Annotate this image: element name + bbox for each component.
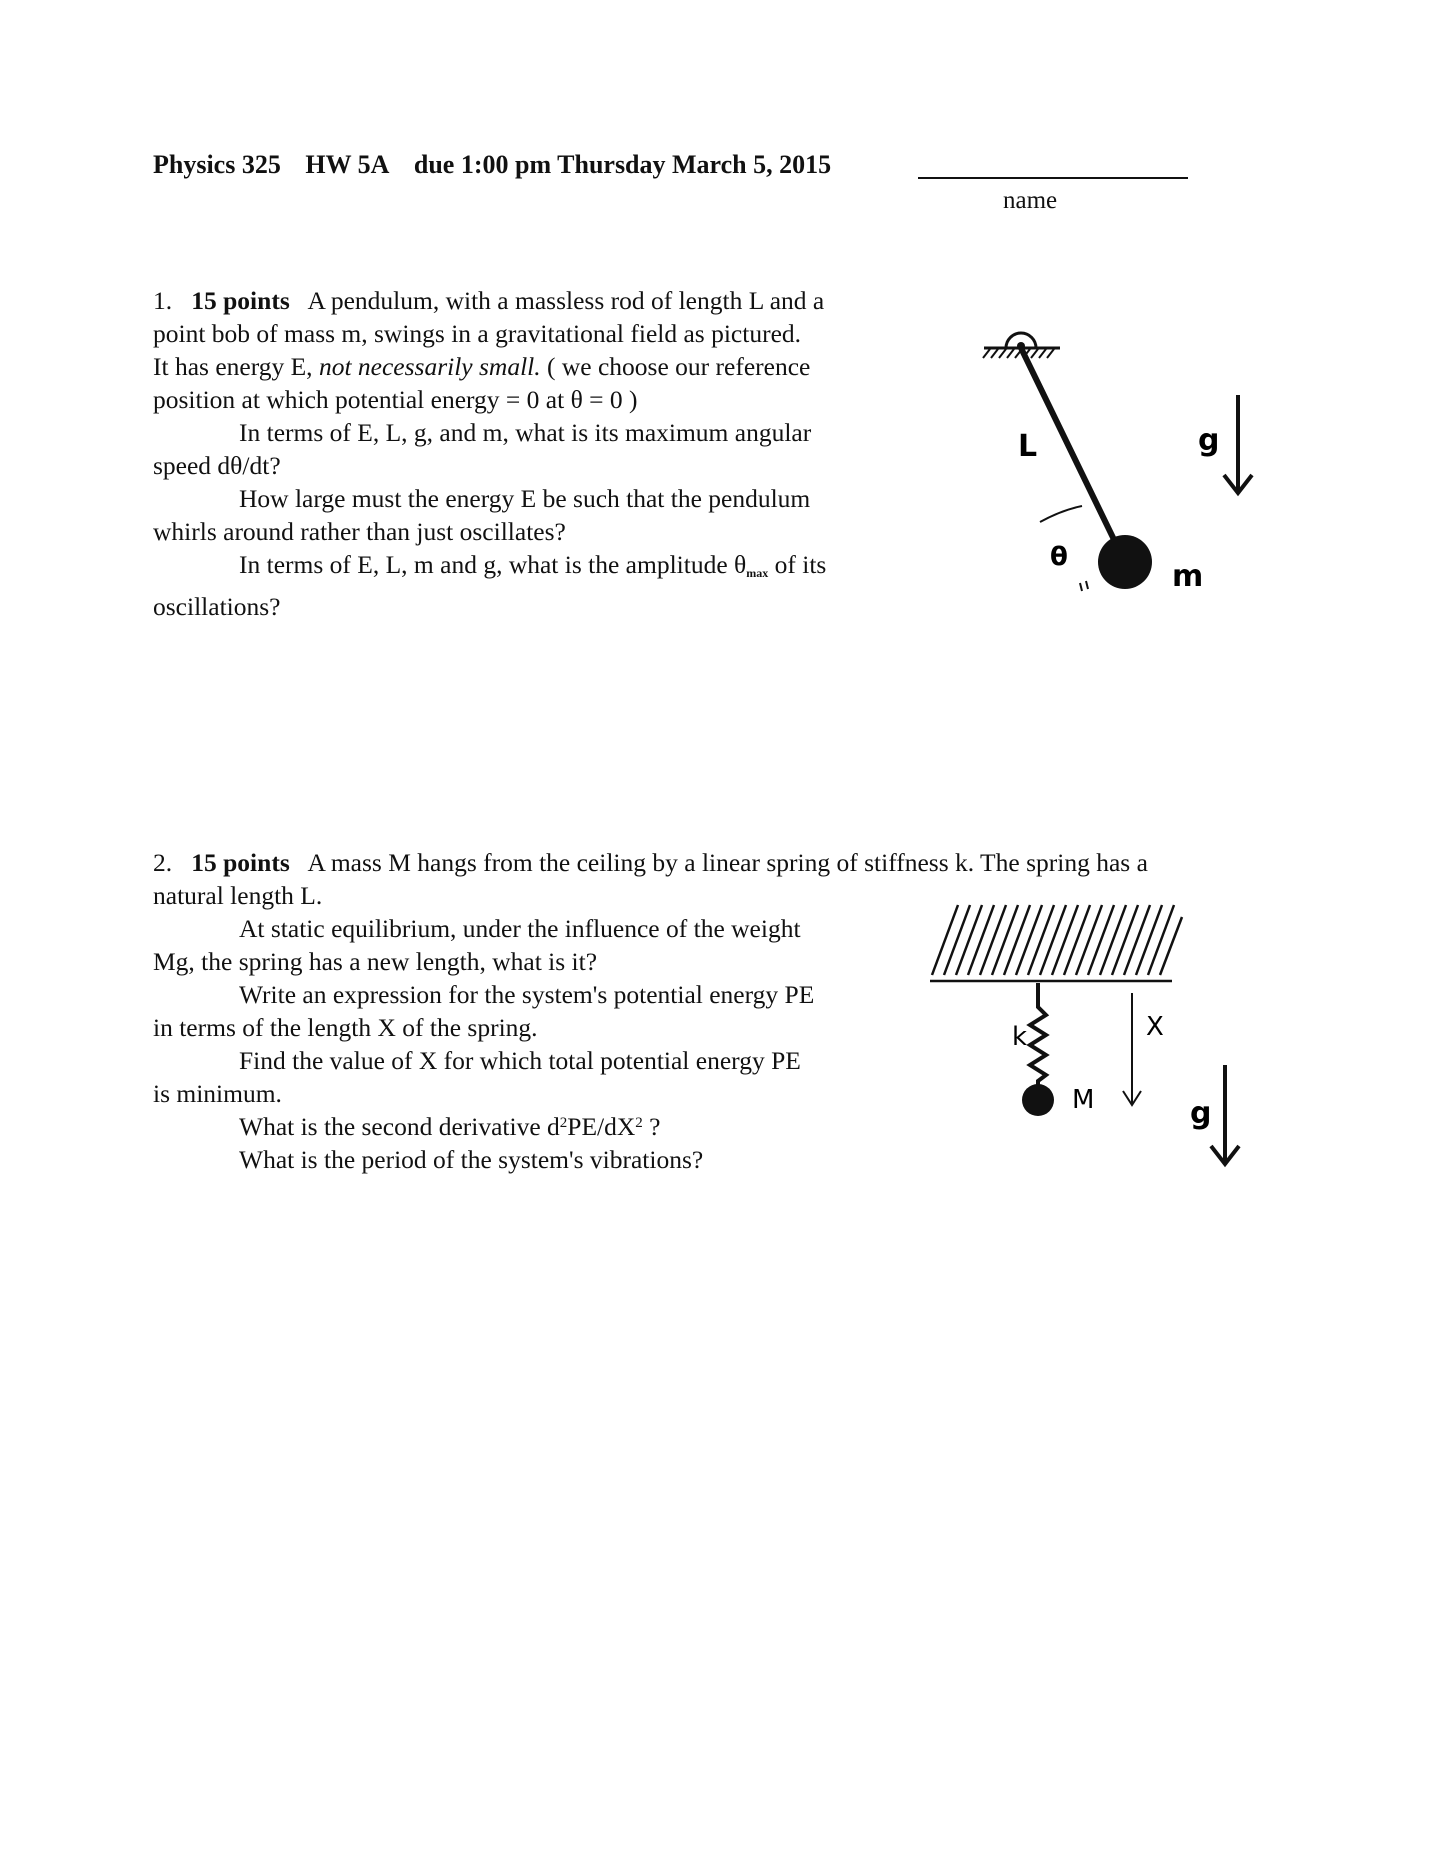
problem-1-line-3: It has energy E, not necessarily small. ( we choose our reference xyxy=(153,352,811,381)
problem-1-line-1: A pendulum, with a massless rod of length L and a xyxy=(307,286,825,315)
length-arrow-icon xyxy=(1123,993,1141,1105)
page-header xyxy=(153,150,849,180)
gravity-arrow-icon-2 xyxy=(1211,1065,1239,1164)
problem-1-text xyxy=(153,284,923,623)
theta-max-subscript: max xyxy=(746,566,769,580)
label-gravity: g xyxy=(1198,423,1220,458)
ceiling-hatch xyxy=(930,905,1182,981)
problem-2-question-2a: Write an expression for the system's potential energy PE xyxy=(239,980,815,1009)
pendulum-diagram xyxy=(960,300,1260,620)
problem-2-number: 2. xyxy=(153,848,173,877)
problem-1-question-3c: oscillations? xyxy=(153,592,281,621)
course-title: Physics 325 xyxy=(153,150,281,179)
problem-1-question-3a: In terms of E, L, m and g, what is the amplitude $\theta_{max}$ of its xyxy=(239,550,827,580)
problem-2-question-4: What is the second derivative $d^2PE/dX^2$ ? xyxy=(239,1112,661,1141)
name-label: name xyxy=(1003,187,1058,214)
problem-2-question-3b: is minimum. xyxy=(153,1079,282,1108)
pendulum-bob xyxy=(1098,535,1152,589)
label-stiffness: k xyxy=(1012,1022,1028,1052)
problem-2-intro xyxy=(153,846,1293,879)
angle-arc xyxy=(1040,506,1082,522)
vertical-reference-mark xyxy=(1080,581,1088,591)
problem-1-question-1a: In terms of E, L, g, and m, what is its maximum angular xyxy=(239,418,812,447)
problem-2-line-1: A mass M hangs from the ceiling by a linear spring of stiffness k. The spring has a xyxy=(307,848,1148,877)
problem-1-line-4: position at which potential energy = 0 at θ = 0 ) xyxy=(153,385,638,414)
label-length-X: X xyxy=(1146,1012,1164,1042)
problem-2-line-2: natural length L. xyxy=(153,881,323,910)
name-blank-line[interactable] xyxy=(918,177,1188,179)
problem-1-question-1b: speed dθ/dt? xyxy=(153,451,281,480)
gravity-arrow-icon xyxy=(1224,395,1252,493)
problem-2-question-3a: Find the value of X for which total potential energy PE xyxy=(239,1046,801,1075)
problem-2-question-2b: in terms of the length X of the spring. xyxy=(153,1013,538,1042)
problem-2-question-1b: Mg, the spring has a new length, what is it? xyxy=(153,947,598,976)
problem-1-question-2b: whirls around rather than just oscillates? xyxy=(153,517,566,546)
problem-2-points: 15 points xyxy=(191,848,290,877)
spring-mass-diagram xyxy=(920,895,1260,1175)
problem-1-number: 1. xyxy=(153,286,173,315)
label-mass-M: M xyxy=(1072,1085,1095,1115)
label-theta: θ xyxy=(1050,542,1068,572)
problem-1-line-2: point bob of mass m, swings in a gravitational field as pictured. xyxy=(153,319,802,348)
problem-1-intro xyxy=(153,284,923,317)
hanging-mass xyxy=(1022,1084,1054,1116)
problem-1-points: 15 points xyxy=(191,286,290,315)
label-gravity-2: g xyxy=(1190,1096,1212,1131)
emphasis-text: not necessarily small. xyxy=(318,352,541,381)
problem-2-question-1a: At static equilibrium, under the influence of the weight xyxy=(239,914,801,943)
problem-2-question-5: What is the period of the system's vibrations? xyxy=(239,1145,704,1174)
spring-coil xyxy=(1030,983,1046,1087)
label-mass: m xyxy=(1172,559,1204,594)
label-length: L xyxy=(1018,429,1038,464)
problem-1-question-2a: How large must the energy E be such that the pendulum xyxy=(239,484,811,513)
due-date: due 1:00 pm Thursday March 5, 2015 xyxy=(413,150,832,179)
homework-id: HW 5A xyxy=(305,150,390,179)
